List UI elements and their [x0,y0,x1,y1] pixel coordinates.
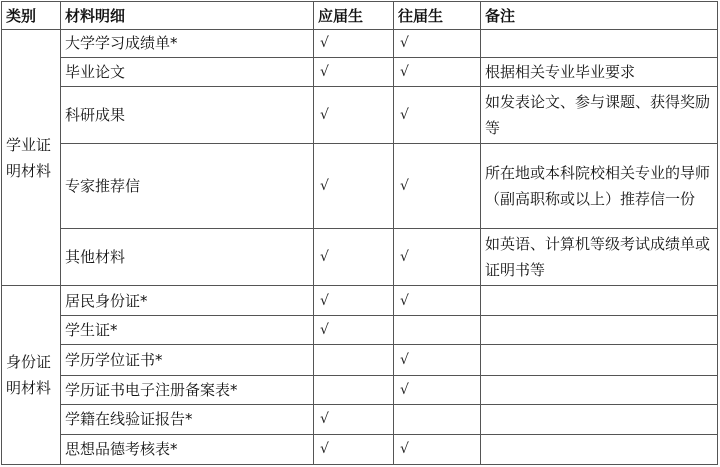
table-row [2,316,718,345]
check-mark: √ [400,249,409,266]
check-mark: √ [320,292,329,309]
past-check [394,30,481,58]
check-mark: √ [400,441,409,458]
item-cell: 大学学习成绩单* [61,30,314,58]
check-mark: √ [320,106,329,123]
table-row [2,434,718,464]
past-check [394,345,481,376]
item-cell: 专家推荐信 [61,143,314,229]
item-cell: 思想品德考核表* [61,434,314,464]
table-row [2,30,718,58]
table-row [2,405,718,435]
current-check [314,229,394,286]
item-cell: 毕业论文 [61,57,314,86]
check-mark: √ [320,249,329,266]
header-category: 类别 [2,2,61,30]
table-row [2,57,718,86]
current-check [314,57,394,86]
check-mark: √ [400,292,409,309]
category-identity: 身份证明材料 [2,286,61,465]
note-cell [481,376,718,405]
past-check [394,286,481,316]
past-check [394,86,481,143]
item-cell: 学生证* [61,316,314,345]
check-mark: √ [400,382,409,399]
note-cell [481,286,718,316]
item-cell: 科研成果 [61,86,314,143]
header-note: 备注 [481,2,718,30]
note-cell [481,405,718,435]
note-cell [481,434,718,464]
header-item: 材料明细 [61,2,314,30]
materials-table [1,1,718,465]
past-check [394,316,481,345]
current-check [314,316,394,345]
note-cell: 如英语、计算机等级考试成绩单或证明书等 [481,229,718,286]
current-check [314,345,394,376]
current-check [314,286,394,316]
table-row [2,376,718,405]
past-check [394,229,481,286]
current-check [314,405,394,435]
item-cell: 学历证书电子注册备案表* [61,376,314,405]
check-mark: √ [400,35,409,52]
past-check [394,143,481,229]
header-current-graduate: 应届生 [314,2,394,30]
item-cell: 学籍在线验证报告* [61,405,314,435]
current-check [314,376,394,405]
check-mark: √ [320,411,329,428]
current-check [314,86,394,143]
current-check [314,143,394,229]
table-row [2,345,718,376]
item-cell: 学历学位证书* [61,345,314,376]
past-check [394,376,481,405]
current-check [314,30,394,58]
note-cell: 所在地或本科院校相关专业的导师（副高职称或以上）推荐信一份 [481,143,718,229]
check-mark: √ [320,63,329,80]
check-mark: √ [400,106,409,123]
note-cell: 根据相关专业毕业要求 [481,57,718,86]
note-cell [481,345,718,376]
table-row [2,143,718,229]
current-check [314,434,394,464]
header-past-graduate: 往届生 [394,2,481,30]
table-row [2,86,718,143]
check-mark: √ [400,178,409,195]
past-check [394,57,481,86]
check-mark: √ [320,441,329,458]
past-check [394,434,481,464]
check-mark: √ [400,352,409,369]
check-mark: √ [320,178,329,195]
note-cell [481,316,718,345]
item-cell: 居民身份证* [61,286,314,316]
check-mark: √ [320,35,329,52]
item-cell: 其他材料 [61,229,314,286]
category-academic: 学业证明材料 [2,30,61,286]
header-row [2,2,718,30]
table-row [2,229,718,286]
check-mark: √ [320,322,329,339]
table-row [2,286,718,316]
note-cell [481,30,718,58]
note-cell: 如发表论文、参与课题、获得奖励等 [481,86,718,143]
check-mark: √ [400,63,409,80]
past-check [394,405,481,435]
